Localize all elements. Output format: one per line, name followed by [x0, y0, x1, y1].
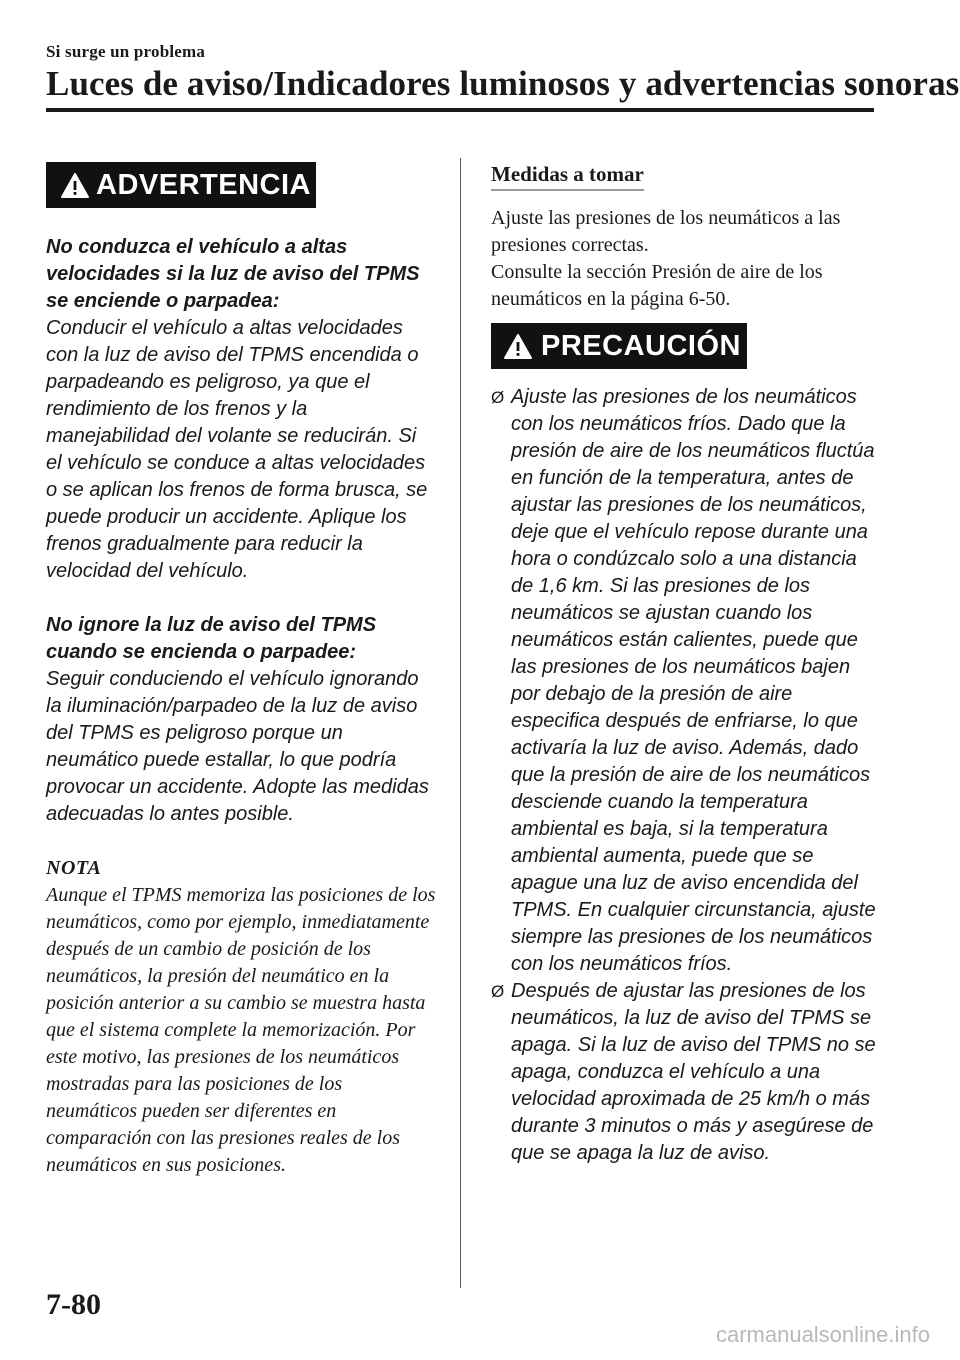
arrow-bullet-icon: Ø	[491, 388, 505, 407]
header-rule	[46, 108, 874, 112]
warning-banner	[46, 162, 316, 208]
right-column	[491, 162, 881, 313]
list-item-text: Ajuste las presiones de los neumáticos con los neumáticos fríos. Dado que la presión de aire de los neumáticos fluctúa en función de la temperatura, antes de ajustar las presiones de los neumáticos, deje que el vehículo repose durante una hora o condúzcalo solo a una distancia de 1,6 km. Si las presiones de los neumáticos se ajustan cuando los neumáticos están calientes, puede que las presiones de los neumáticos bajen por debajo de la presión de aire especifica después de enfriarse, lo que activaría la luz de aviso. Además, dado que la presión de aire de los neumáticos desciende cuando la temperatura ambiental es baja, si la temperatura ambiental aumenta, puede que se apague una luz de aviso encendida del TPMS. En cualquier circunstancia, ajuste siempre las presiones de los neumáticos con los neumáticos fríos.	[511, 386, 876, 975]
section-subheading: Medidas a tomar	[491, 162, 644, 191]
watermark: carmanualsonline.info	[715, 1322, 930, 1347]
section-label: Si surge un problema	[46, 42, 206, 61]
left-column	[46, 234, 436, 1179]
list-item	[491, 384, 881, 978]
note-title: NOTA	[46, 857, 102, 879]
page-number: 7-80	[46, 1288, 101, 1321]
caution-label: PRECAUCIÓN	[541, 329, 741, 362]
note-body: Aunque el TPMS memoriza las posiciones de los neumáticos, como por ejemplo, inmediatamente después de un cambio de posición de los neumáticos, la presión del neumático en la posición anterior a su cambio se muestra hasta que el sistema complete la memorización. Por este motivo, las presiones de los neumáticos mostradas para las posiciones de los neumáticos pueden ser diferentes en comparación con las presiones reales de los neumáticos en sus posiciones.	[46, 884, 436, 1176]
warning-2-heading: No ignore la luz de aviso del TPMS cuando se encienda o parpadee:	[46, 614, 377, 663]
warning-triangle-icon	[60, 172, 90, 199]
list-item	[491, 978, 881, 1167]
warning-triangle-icon	[503, 333, 533, 360]
caution-list	[491, 384, 881, 1167]
warning-2-body: Seguir conduciendo el vehículo ignorando la iluminación/parpadeo de la luz de aviso del TPMS es peligroso porque un neumático puede estallar, lo que podría provocar un accidente. Adopte las medidas adecuadas lo antes posible.	[46, 668, 429, 825]
caution-banner	[491, 323, 747, 369]
warning-1-heading: No conduzca el vehículo a altas velocidades si la luz de aviso del TPMS se enciende o parpadea:	[46, 236, 420, 312]
warning-label: ADVERTENCIA	[96, 168, 311, 201]
page-title: Luces de aviso/Indicadores luminosos y advertencias sonoras	[46, 64, 960, 103]
arrow-bullet-icon: Ø	[491, 982, 505, 1001]
instruction-text-2: Consulte la sección Presión de aire de los neumáticos en la página 6-50.	[491, 261, 823, 310]
list-item-text: Después de ajustar las presiones de los neumáticos, la luz de aviso del TPMS se apaga. Si la luz de aviso del TPMS no se apaga, conduzca el vehículo a una velocidad aproximada de 25 km/h o más durante 3 minutos o más y asegúrese de que se apaga la luz de aviso.	[511, 980, 876, 1164]
instruction-text-1: Ajuste las presiones de los neumáticos a las presiones correctas.	[491, 207, 841, 256]
warning-1-body: Conducir el vehículo a altas velocidades con la luz de aviso del TPMS encendida o parpadeando es peligroso, ya que el rendimiento de los frenos y la manejabilidad del volante se reducirán. Si el vehículo se conduce a altas velocidades o se aplican los frenos de forma brusca, se puede producir un accidente. Aplique los frenos gradualmente para reducir la velocidad del vehículo.	[46, 317, 428, 582]
column-divider	[460, 158, 461, 1288]
